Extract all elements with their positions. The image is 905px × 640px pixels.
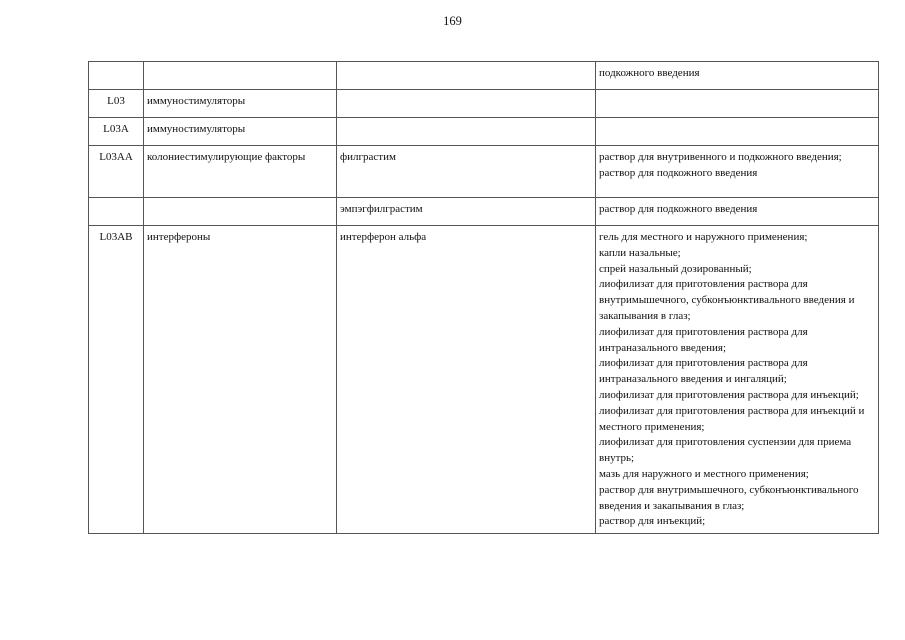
dosage-form-cell [596, 90, 879, 118]
group-cell [144, 62, 337, 90]
dosage-form-cell [596, 226, 879, 534]
dosage-form-line: лиофилизат для приготовления раствора для интраназального введения; [599, 325, 808, 354]
dosage-form-cell [596, 198, 879, 226]
drug-cell [337, 118, 596, 146]
dosage-form-line: мазь для наружного и местного применения; [599, 467, 809, 480]
group-cell: интерфероны [144, 226, 337, 534]
dosage-form-cell [596, 118, 879, 146]
dosage-form-cell [596, 146, 879, 198]
atc-code-cell [89, 62, 144, 90]
table-row [89, 226, 879, 534]
group-cell [144, 198, 337, 226]
dosage-form-line: раствор для внутримышечного, субконъюнктивального введения и закапывания в глаз; [599, 483, 859, 512]
dosage-form-line: раствор для инъекций; [599, 515, 706, 528]
atc-code-cell: L03AA [89, 146, 144, 198]
dosage-form-line: лиофилизат для приготовления раствора для инъекций; [599, 388, 859, 401]
dosage-form-line: лиофилизат для приготовления суспензии для приема внутрь; [599, 436, 852, 465]
dosage-form-cell [596, 62, 879, 90]
group-cell: иммуностимуляторы [144, 118, 337, 146]
atc-code-cell [89, 198, 144, 226]
dosage-form-line: капли назальные; [599, 246, 681, 259]
drug-cell: эмпэгфилграстим [337, 198, 596, 226]
drug-cell: филграстим [337, 146, 596, 198]
dosage-form-line: гель для местного и наружного применения; [599, 231, 808, 243]
dosage-form-line: лиофилизат для приготовления раствора для интраназального введения и ингаляций; [599, 357, 808, 386]
group-cell: колониестимулирующие факторы [144, 146, 337, 198]
table-row [89, 90, 879, 118]
table-row [89, 198, 879, 226]
table-row [89, 118, 879, 146]
page-number: 169 [443, 14, 462, 28]
drug-cell [337, 62, 596, 90]
table-row [89, 62, 879, 90]
dosage-form-line: раствор для подкожного введения [599, 166, 758, 179]
dosage-form-line: лиофилизат для приготовления раствора для инъекций и местного применения; [599, 404, 865, 433]
drug-cell [337, 90, 596, 118]
atc-code-cell: L03 [89, 90, 144, 118]
atc-code-cell: L03A [89, 118, 144, 146]
drug-cell: интерферон альфа [337, 226, 596, 534]
dosage-form-line: раствор для подкожного введения [599, 203, 758, 215]
table-row [89, 146, 879, 198]
drug-table [88, 61, 879, 534]
dosage-form-line: спрей назальный дозированный; [599, 262, 752, 275]
dosage-form-line: подкожного введения [599, 67, 700, 79]
atc-code-cell: L03AB [89, 226, 144, 534]
group-cell: иммуностимуляторы [144, 90, 337, 118]
dosage-form-line: раствор для внутривенного и подкожного введения; [599, 151, 842, 163]
dosage-form-line: лиофилизат для приготовления раствора для внутримышечного, субконъюнктивального введения и закапывания в глаз; [599, 278, 855, 322]
